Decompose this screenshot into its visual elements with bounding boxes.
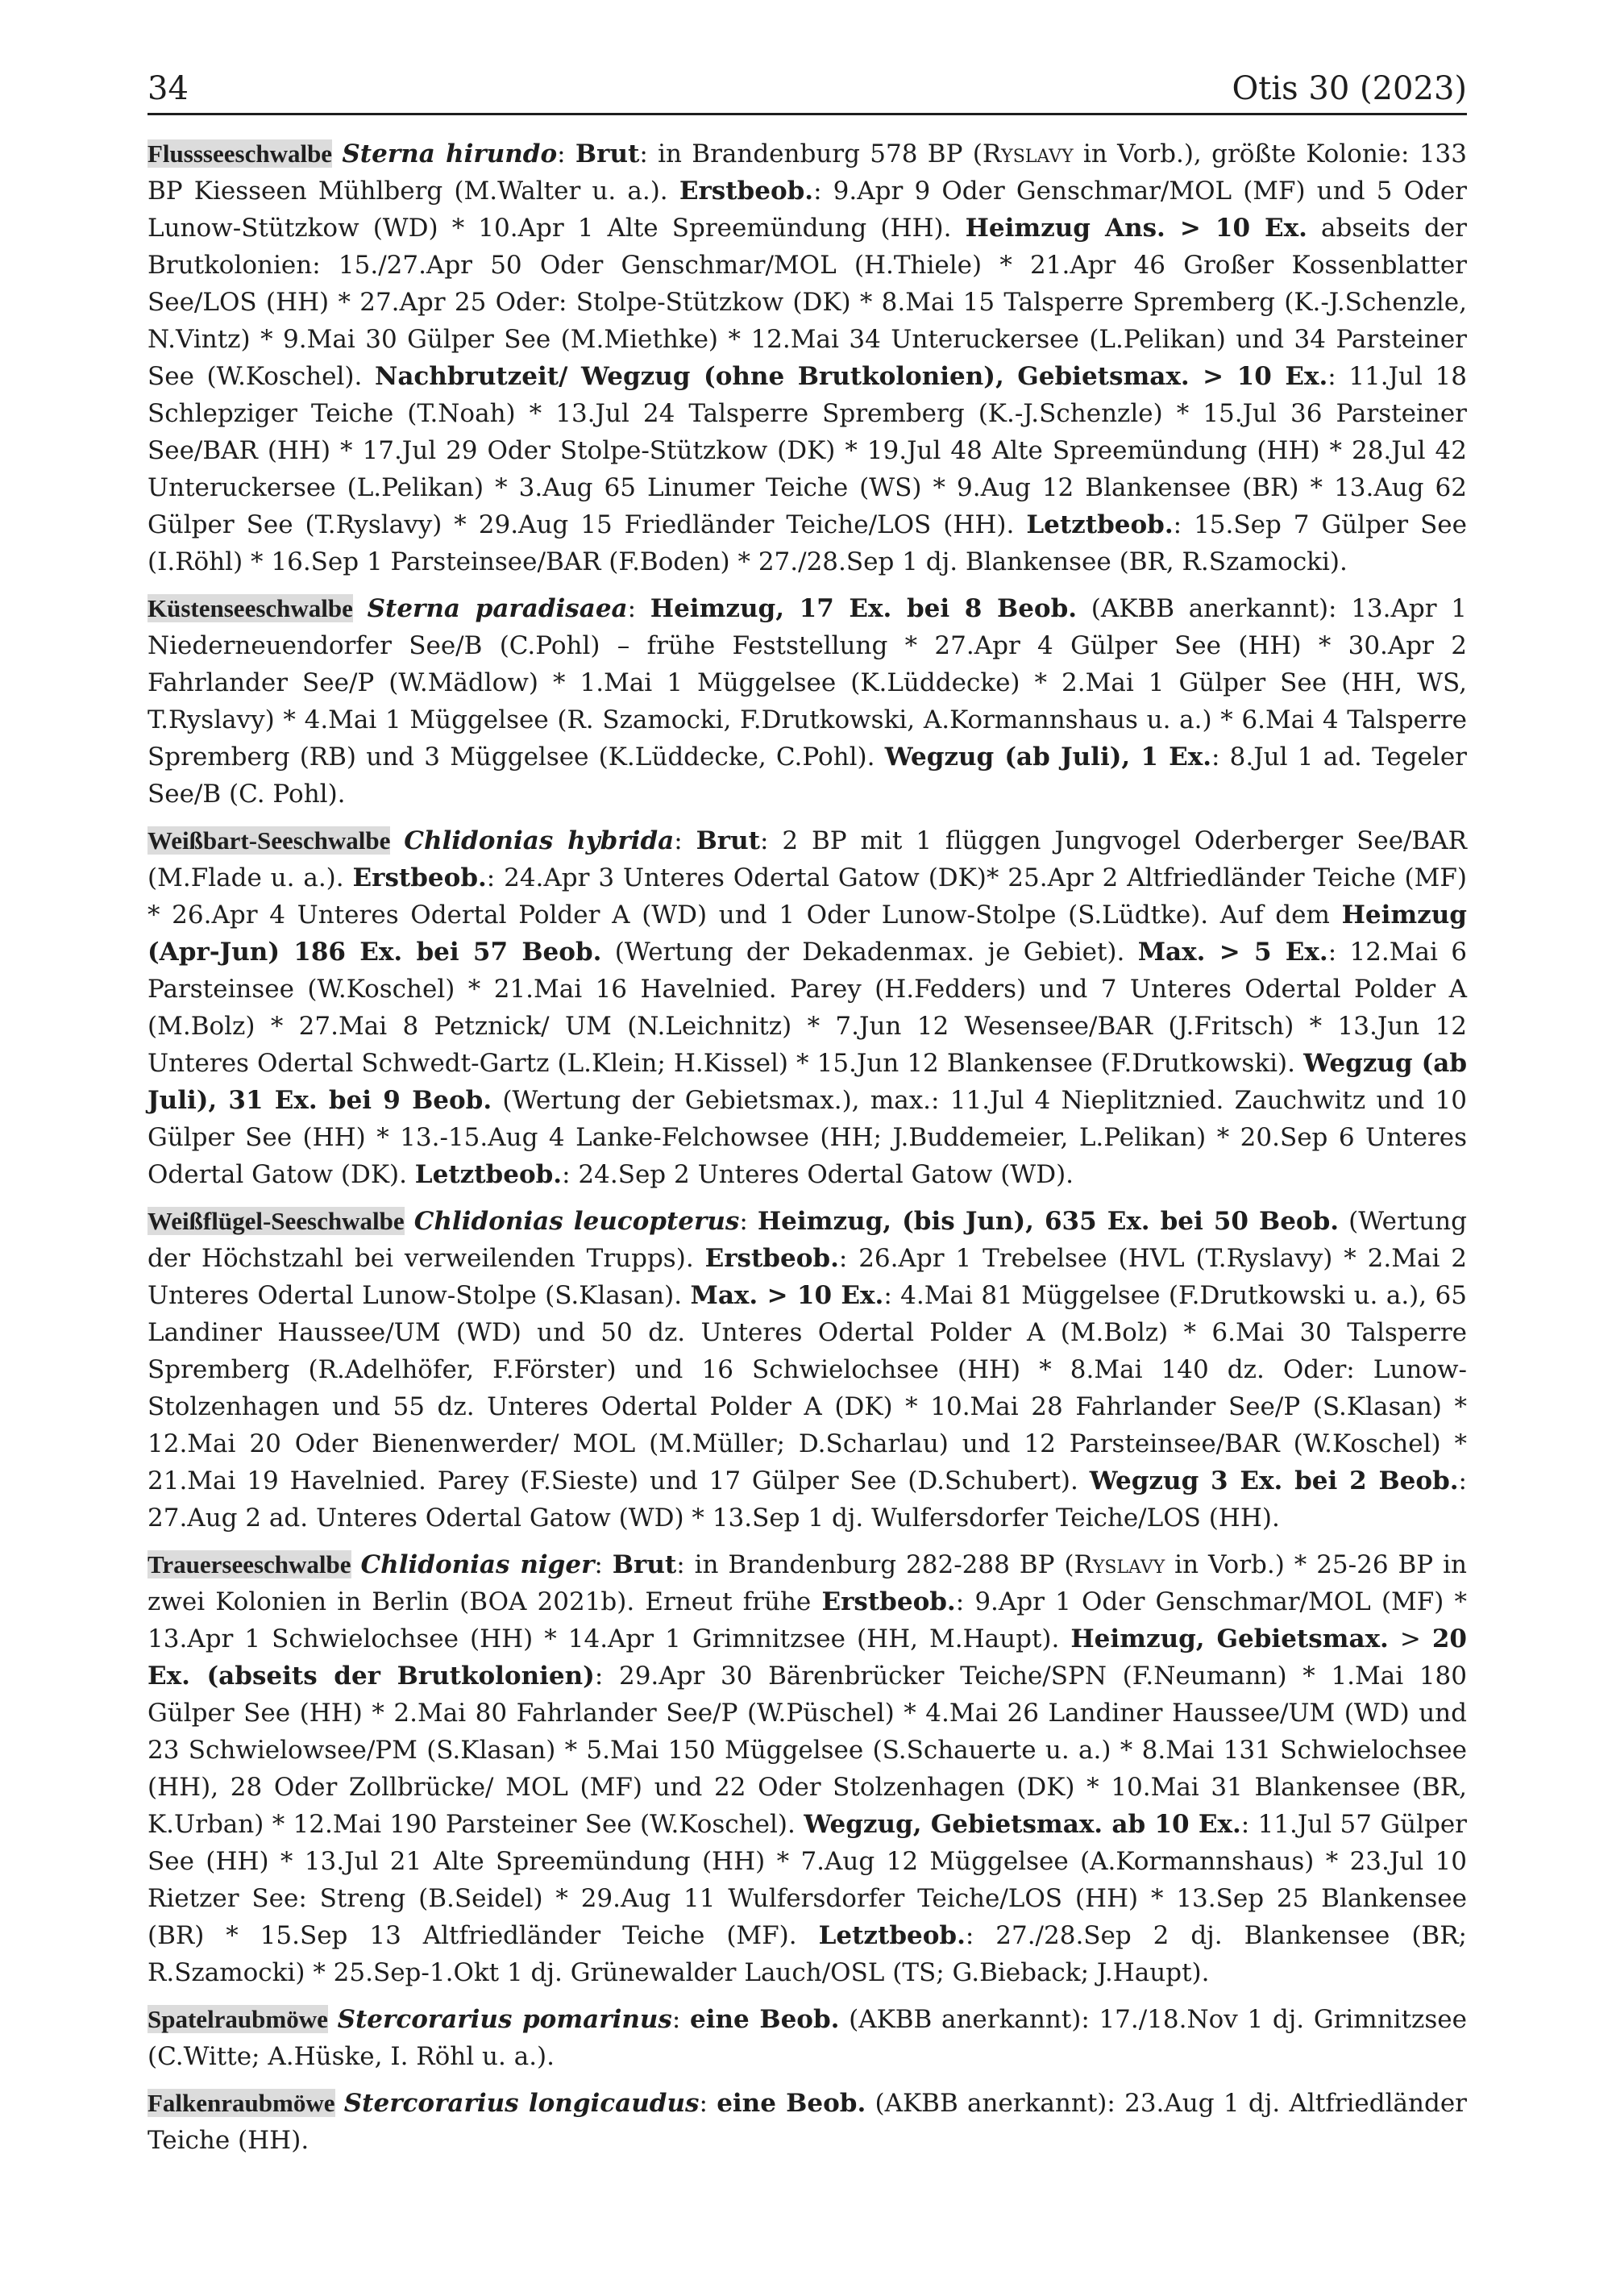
scientific-name: Stercorarius longicaudus — [343, 2089, 700, 2118]
text-segment: : 11.Jul 18 Schlepziger Teiche (T.Noah) * 13.Jul 24 Talsperre Spremberg (K.-J.Schenzle) * 15.Jul 36 Parsteiner See/BAR (HH) * 17.Jul 29 Oder Stolpe-Stützkow (DK) * 19.Jul 48 Alte Spreemündung (HH) * 28.Jul 42 Unteruckersee (L.Pelikan) * 3.Aug 65 Linumer Teiche (WS) * 9.Aug 12 Blankensee (BR) * 13.Aug 62 Gülper See (T.Ryslavy) * 29.Aug 15 Friedländer Teiche/LOS (HH). — [147, 362, 1467, 539]
text-segment: : 2 BP mit 1 flüggen Jungvogel Oderberger See/BAR (M.Flade u. a.). — [147, 826, 1467, 892]
bold-segment: Wegzug 3 Ex. bei 2 Beob. — [1089, 1466, 1459, 1495]
bold-segment: Erstbeob. — [679, 177, 814, 206]
text-segment: : 9.Apr 9 Oder Genschmar/MOL (MF) und 5 Oder Lunow-Stützkow (WD) * 10.Apr 1 Alte Spreemündung (HH). — [147, 177, 1468, 243]
bold-segment: Brut — [696, 826, 760, 855]
scientific-name: Sterna hirundo — [342, 139, 558, 168]
text-segment: : 29.Apr 30 Bärenbrücker Teiche/SPN (F.Neumann) * 1.Mai 180 Gülper See (HH) * 2.Mai 80 Fahrlander See/P (W.Püschel) * 4.Mai 26 Landiner Haussee/UM (WD) und 23 Schwielowsee/PM (S.Klasan) * 5.Mai 150 Müggelsee (S.Schauerte u. a.) * 8.Mai 131 Schwielochsee (HH), 28 Oder Zollbrücke/ MOL (MF) und 22 Oder Stolzenhagen (DK) * 10.Mai 31 Blankensee (BR, K.Urban) * 12.Mai 190 Parsteiner See (W.Koschel). — [147, 1662, 1467, 1839]
text-segment: : 15.Sep 7 Gülper See (I.Röhl) * 16.Sep 1 Parsteinsee/BAR (F.Boden) * 27./28.Sep 1 dj. Blankensee (BR, R.Szamocki). — [147, 510, 1467, 576]
text-segment: (Wertung der Dekadenmax. je Gebiet). — [601, 938, 1138, 967]
text-segment: : 4.Mai 81 Müggelsee (F.Drutkowski u. a.), 65 Landiner Haussee/UM (WD) und 50 dz. Unteres Odertal Polder A (M.Bolz) * 6.Mai 30 Talsperre Spremberg (R.Adelhöfer, F.Förster) und 16 Schwielochsee (HH) * 8.Mai 140 dz. Oder: Lunow-Stolzenhagen und 55 dz. Unteres Odertal Polder A (DK) * 10.Mai 28 Fahrlander See/P (S.Klasan) * 12.Mai 20 Oder Bienenwerder/ MOL (M.Müller; D.Scharlau) und 12 Parsteinsee/BAR (W.Koschel) * 21.Mai 19 Havelnied. Parey (F.Sieste) und 17 Gülper See (D.Schubert). — [147, 1281, 1467, 1495]
bold-segment: eine Beob. — [690, 2005, 840, 2034]
bold-segment: Heimzug (Apr-Jun) 186 Ex. bei 57 Beob. — [147, 901, 1467, 967]
species-name: Weißflügel-Seeschwalbe — [147, 1207, 405, 1235]
scientific-name: Chlidonias leucopterus — [413, 1207, 740, 1236]
text-segment: abseits der Brutkolonien: 15./27.Apr 50 Oder Genschmar/MOL (H.Thiele) * 21.Apr 46 Großer Kossenblatter See/LOS (HH) * 27.Apr 25 Oder: Stolpe-Stützkow (DK) * 8.Mai 15 Talsperre Spremberg (K.-J.Schenzle, N.Vintz) * 9.Mai 30 Gülper See (M.Miethke) * 12.Mai 34 Unteruckersee (L.Pelikan) und 34 Parsteiner See (W.Koschel). — [147, 214, 1468, 391]
species-name: Flussseeschwalbe — [147, 139, 333, 168]
author-citation: Ryslavy — [982, 139, 1074, 168]
species-name: Spatelraubmöwe — [147, 2005, 328, 2033]
text-segment: : — [674, 826, 696, 855]
text-segment: : 27.Aug 2 ad. Unteres Odertal Gatow (WD) * 13.Sep 1 dj. Wulfersdorfer Teiche/LOS (HH). — [147, 1466, 1467, 1533]
species-entry — [147, 2085, 1467, 2159]
text-segment: : — [557, 139, 575, 168]
text-segment: (AKBB anerkannt): 13.Apr 1 Niederneuendorfer See/B (C.Pohl) – frühe Feststellung * 27.Apr 4 Gülper See (HH) * 30.Apr 2 Fahrlander See/P (W.Mädlow) * 1.Mai 1 Müggelsee (K.Lüddecke) * 2.Mai 1 Gülper See (HH, WS, T.Ryslavy) * 4.Mai 1 Müggelsee (R. Szamocki, F.Drutkowski, A.Kormannshaus u. a.) * 6.Mai 4 Talsperre Spremberg (RB) und 3 Müggelsee (K.Lüddecke, C.Pohl). — [147, 594, 1467, 772]
text-segment: : — [594, 1550, 613, 1579]
scientific-name: Sterna paradisaea — [367, 594, 628, 623]
bold-segment: Wegzug (ab Juli), 1 Ex. — [884, 742, 1211, 772]
text-segment: (AKBB anerkannt): 17./18.Nov 1 dj. Grimnitzsee (C.Witte; A.Hüske, I. Röhl u. a.). — [147, 2005, 1467, 2071]
bold-segment: Erstbeob. — [352, 863, 487, 892]
text-segment: : — [739, 1207, 758, 1236]
bold-segment: Letztbeob. — [1026, 510, 1174, 539]
text-segment: : 8.Jul 1 ad. Tegeler See/B (C. Pohl). — [147, 742, 1468, 809]
scientific-name: Stercorarius pomarinus — [337, 2005, 672, 2034]
bold-segment: Max. > 5 Ex. — [1137, 938, 1328, 967]
species-name: Küstenseeschwalbe — [147, 594, 353, 622]
species-entry — [147, 590, 1467, 813]
bold-segment: Erstbeob. — [821, 1587, 956, 1616]
species-entry — [147, 822, 1467, 1193]
species-name: Weißbart-Seeschwalbe — [147, 826, 391, 855]
scientific-name: Chlidonias niger — [360, 1550, 595, 1579]
text-segment: : in Brandenburg 578 BP ( — [639, 139, 983, 168]
text-segment: : — [627, 594, 650, 623]
bold-segment: Brut — [612, 1550, 677, 1579]
bold-segment: eine Beob. — [717, 2089, 866, 2118]
page-number: 34 — [147, 70, 189, 107]
text-segment: : 26.Apr 1 Trebelsee (HVL (T.Ryslavy) * 2.Mai 2 Unteres Odertal Lunow-Stolpe (S.Klasan). — [147, 1244, 1467, 1310]
text-segment: in Vorb.) * 25-26 BP in zwei Kolonien in Berlin (BOA 2021b). Erneut frühe — [147, 1550, 1467, 1616]
bold-segment: Heimzug, 17 Ex. bei 8 Beob. — [650, 594, 1078, 623]
bold-segment: Letztbeob. — [414, 1160, 563, 1189]
bold-segment: Wegzug (ab Juli), 31 Ex. bei 9 Beob. — [147, 1049, 1467, 1115]
text-segment: (Wertung der Gebietsmax.), max.: 11.Jul 4 Nieplitznied. Zauchwitz und 10 Gülper See (HH) * 13.-15.Aug 4 Lanke-Felchowsee (HH; J.Buddemeier, L.Pelikan) * 20.Sep 6 Unteres Odertal Gatow (DK). — [147, 1086, 1467, 1189]
bold-segment: Heimzug Ans. > 10 Ex. — [965, 214, 1307, 243]
text-segment: > — [1388, 1624, 1432, 1653]
text-segment: : 27./28.Sep 2 dj. Blankensee (BR; R.Szamocki) * 25.Sep-1.Okt 1 dj. Grünewalder Lauch/OSL (TS; G.Bieback; J.Haupt). — [147, 1921, 1467, 1987]
bold-segment: Heimzug, Gebietsmax. — [1070, 1624, 1389, 1653]
bold-segment: Letztbeob. — [818, 1921, 966, 1950]
species-entry — [147, 1203, 1467, 1537]
species-name: Falkenraubmöwe — [147, 2089, 335, 2117]
bold-segment: Wegzug, Gebietsmax. ab 10 Ex. — [804, 1810, 1241, 1839]
text-segment: : 24.Sep 2 Unteres Odertal Gatow (WD). — [562, 1160, 1074, 1189]
text-segment: : — [671, 2005, 690, 2034]
journal-title: Otis 30 (2023) — [1232, 70, 1467, 107]
scientific-name: Chlidonias hybrida — [404, 826, 675, 855]
bold-segment: Max. > 10 Ex. — [690, 1281, 884, 1310]
text-segment: : in Brandenburg 282-288 BP ( — [676, 1550, 1074, 1579]
bold-segment: Erstbeob. — [704, 1244, 839, 1273]
species-name: Trauerseeschwalbe — [147, 1550, 351, 1578]
author-citation: Ryslavy — [1074, 1550, 1165, 1579]
bold-segment: Brut — [575, 139, 640, 168]
page-header — [147, 64, 1467, 115]
text-segment: (AKBB anerkannt): 23.Aug 1 dj. Altfriedländer Teiche (HH). — [147, 2089, 1467, 2155]
text-segment: in Vorb.), größte Kolonie: 133 BP Kiesseen Mühlberg (M.Walter u. a.). — [147, 139, 1467, 206]
text-segment: : 24.Apr 3 Unteres Odertal Gatow (DK)* 25.Apr 2 Altfriedländer Teiche (MF) * 26.Apr 4 Unteres Odertal Polder A (WD) und 1 Oder Lunow-Stolpe (S.Lüdtke). Auf dem — [147, 863, 1467, 930]
species-entry — [147, 2001, 1467, 2075]
bold-segment: Heimzug, (bis Jun), 635 Ex. bei 50 Beob. — [757, 1207, 1340, 1236]
text-segment: : 11.Jul 57 Gülper See (HH) * 13.Jul 21 Alte Spreemündung (HH) * 7.Aug 12 Müggelsee (A.Kormannshaus) * 23.Jul 10 Rietzer See: Streng (B.Seidel) * 29.Aug 11 Wulfersdorfer Teiche/LOS (HH) * 13.Sep 25 Blankensee (BR) * 15.Sep 13 Altfriedländer Teiche (MF). — [147, 1810, 1467, 1950]
bold-segment: 20 Ex. (abseits der Brutkolonien) — [147, 1624, 1467, 1691]
text-segment: : 9.Apr 1 Oder Genschmar/MOL (MF) * 13.Apr 1 Schwielochsee (HH) * 14.Apr 1 Grimnitzsee (HH, M.Haupt). — [147, 1587, 1467, 1653]
species-entry — [147, 135, 1467, 580]
text-segment: : 12.Mai 6 Parsteinsee (W.Koschel) * 21.Mai 16 Havelnied. Parey (H.Fedders) und 7 Unteres Odertal Polder A (M.Bolz) * 27.Mai 8 Petznick/ UM (N.Leichnitz) * 7.Jun 12 Wesensee/BAR (J.Fritsch) * 13.Jun 12 Unteres Odertal Schwedt-Gartz (L.Klein; H.Kissel) * 15.Jun 12 Blankensee (F.Drutkowski). — [147, 938, 1467, 1078]
bold-segment: Nachbrutzeit/ Wegzug (ohne Brutkolonien), Gebietsmax. > 10 Ex. — [374, 362, 1328, 391]
text-segment: (Wertung der Höchstzahl bei verweilenden Trupps). — [147, 1207, 1467, 1273]
species-entry — [147, 1546, 1467, 1991]
text-segment: : — [699, 2089, 717, 2118]
species-list — [147, 135, 1467, 2169]
